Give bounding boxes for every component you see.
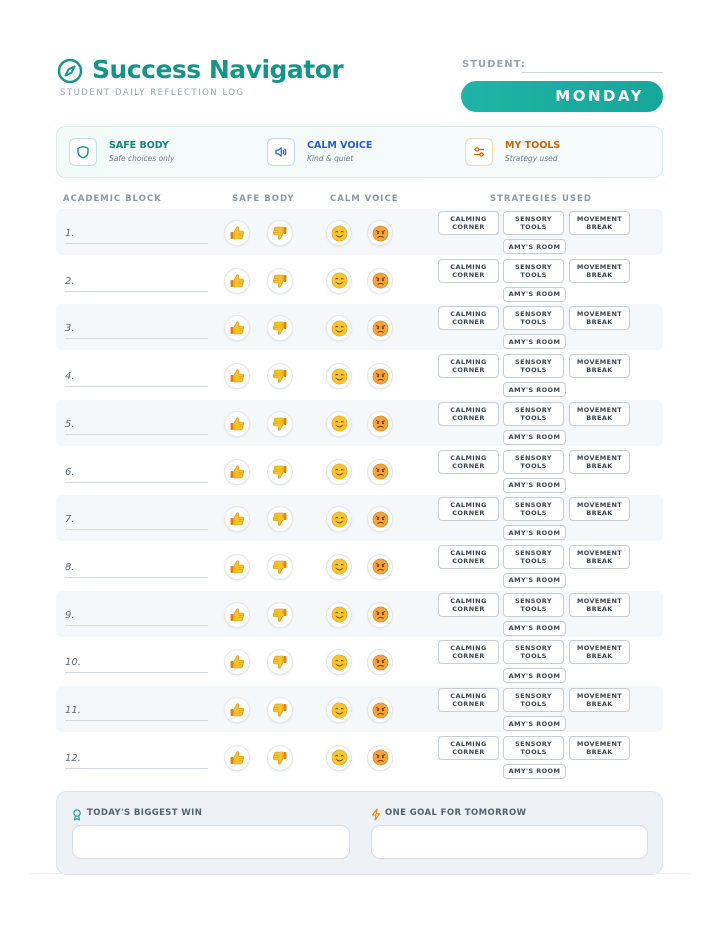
strategy-sensory-tools[interactable]: SENSORY TOOLS [503,736,564,760]
thumbs-down-icon[interactable] [267,220,293,246]
column-header-safe-body: SAFE BODY [232,194,295,204]
angry-face-icon[interactable] [367,363,393,389]
strategy-amys-room[interactable]: AMY'S ROOM [503,287,566,302]
table-row [56,734,663,780]
strategy-amys-room[interactable]: AMY'S ROOM [503,525,566,540]
row-number: 5. [65,418,75,430]
block-name-field[interactable] [65,577,208,578]
legend-calm-voice [267,138,295,166]
lightning-icon [371,808,381,821]
thumbs-down-icon[interactable] [267,363,293,389]
strategy-calming-corner[interactable]: CALMING CORNER [438,545,499,569]
angry-face-icon[interactable] [367,315,393,341]
legend-subtitle: Safe choices only [109,154,175,163]
goal-tomorrow-label: ONE GOAL FOR TOMORROW [385,808,527,818]
smiling-face-icon[interactable] [326,745,352,771]
thumbs-down-icon[interactable] [267,459,293,485]
angry-face-icon[interactable] [367,411,393,437]
strategy-amys-room[interactable]: AMY'S ROOM [503,478,566,493]
strategy-calming-corner[interactable]: CALMING CORNER [438,354,499,378]
strategy-calming-corner[interactable]: CALMING CORNER [438,593,499,617]
thumbs-up-icon[interactable] [224,363,250,389]
smiling-face-icon[interactable] [326,554,352,580]
thumbs-up-icon[interactable] [224,745,250,771]
thumbs-down-icon[interactable] [267,554,293,580]
thumbs-up-icon[interactable] [224,220,250,246]
angry-face-icon[interactable] [367,220,393,246]
angry-face-icon[interactable] [367,554,393,580]
column-header-block: ACADEMIC BLOCK [63,194,162,204]
legend-subtitle: Strategy used [505,154,558,163]
table-row [56,209,663,255]
angry-face-icon[interactable] [367,268,393,294]
thumbs-up-icon[interactable] [224,459,250,485]
table-row [56,304,663,350]
row-number: 2. [65,275,75,287]
legend-title: MY TOOLS [505,140,561,151]
sliders-icon [472,145,486,159]
row-number: 8. [65,561,75,573]
strategy-movement-break[interactable]: MOVEMENT BREAK [569,497,630,521]
legend-my-tools [465,138,493,166]
strategy-movement-break[interactable]: MOVEMENT BREAK [569,688,630,712]
row-number: 9. [65,609,75,621]
strategy-amys-room[interactable]: AMY'S ROOM [503,668,566,683]
smiling-face-icon[interactable] [326,602,352,628]
page-title: Success Navigator [92,55,344,84]
strategy-amys-room[interactable]: AMY'S ROOM [503,716,566,731]
strategy-amys-room[interactable]: AMY'S ROOM [503,621,566,636]
strategy-movement-break[interactable]: MOVEMENT BREAK [569,736,630,760]
strategy-amys-room[interactable]: AMY'S ROOM [503,239,566,254]
smiling-face-icon[interactable] [326,268,352,294]
goal-tomorrow-input[interactable] [371,825,648,859]
day-badge: MONDAY [461,81,663,112]
row-number: 7. [65,514,75,526]
strategy-sensory-tools[interactable]: SENSORY TOOLS [503,450,564,474]
strategy-calming-corner[interactable]: CALMING CORNER [438,211,499,235]
strategy-sensory-tools[interactable]: SENSORY TOOLS [503,497,564,521]
block-name-field[interactable] [65,291,208,292]
block-name-field[interactable] [65,482,208,483]
legend-safe-body [69,138,97,166]
strategy-movement-break[interactable]: MOVEMENT BREAK [569,593,630,617]
table-row [56,638,663,684]
angry-face-icon[interactable] [367,506,393,532]
legend-panel [56,126,663,178]
row-number: 11. [65,705,81,716]
table-row [56,543,663,589]
strategy-amys-room[interactable]: AMY'S ROOM [503,430,566,445]
smiling-face-icon[interactable] [326,697,352,723]
strategy-amys-room[interactable]: AMY'S ROOM [503,764,566,779]
strategy-calming-corner[interactable]: CALMING CORNER [438,640,499,664]
strategy-sensory-tools[interactable]: SENSORY TOOLS [503,259,564,283]
student-name-field[interactable] [522,72,663,73]
row-number: 6. [65,466,75,478]
smiling-face-icon[interactable] [326,315,352,341]
thumbs-up-icon[interactable] [224,268,250,294]
row-number: 12. [65,752,81,764]
strategy-amys-room[interactable]: AMY'S ROOM [503,573,566,588]
smiling-face-icon[interactable] [326,363,352,389]
row-number: 10. [65,657,81,669]
smiling-face-icon[interactable] [326,649,352,675]
speaker-icon [274,145,288,159]
strategy-movement-break[interactable]: MOVEMENT BREAK [569,545,630,569]
strategy-calming-corner[interactable]: CALMING CORNER [438,688,499,712]
award-icon [72,809,82,821]
strategy-amys-room[interactable]: AMY'S ROOM [503,382,566,397]
thumbs-up-icon[interactable] [224,554,250,580]
biggest-win-input[interactable] [72,825,350,859]
strategy-movement-break[interactable]: MOVEMENT BREAK [569,450,630,474]
angry-face-icon[interactable] [367,697,393,723]
strategy-sensory-tools[interactable]: SENSORY TOOLS [503,688,564,712]
thumbs-down-icon[interactable] [267,745,293,771]
thumbs-up-icon[interactable] [224,411,250,437]
row-number: 3. [65,323,75,335]
legend-title: SAFE BODY [109,140,169,151]
thumbs-down-icon[interactable] [267,697,293,723]
strategy-sensory-tools[interactable]: SENSORY TOOLS [503,211,564,235]
strategy-sensory-tools[interactable]: SENSORY TOOLS [503,402,564,426]
table-row [56,400,663,446]
student-label: STUDENT: [462,59,526,70]
thumbs-up-icon[interactable] [224,649,250,675]
block-name-field[interactable] [65,768,208,769]
thumbs-up-icon[interactable] [224,506,250,532]
shield-icon [76,145,90,159]
block-name-field[interactable] [65,434,208,435]
strategy-movement-break[interactable]: MOVEMENT BREAK [569,211,630,235]
legend-title: CALM VOICE [307,140,373,151]
strategy-movement-break[interactable]: MOVEMENT BREAK [569,259,630,283]
column-header-strategies: STRATEGIES USED [490,194,592,204]
strategy-sensory-tools[interactable]: SENSORY TOOLS [503,593,564,617]
biggest-win-label: TODAY'S BIGGEST WIN [87,808,203,818]
smiling-face-icon[interactable] [326,220,352,246]
page-divider [30,873,690,874]
strategy-amys-room[interactable]: AMY'S ROOM [503,334,566,349]
block-name-field[interactable] [65,386,208,387]
block-name-field[interactable] [65,720,208,721]
table-row [56,686,663,732]
smiling-face-icon[interactable] [326,459,352,485]
block-name-field[interactable] [65,338,208,339]
table-row [56,257,663,303]
column-header-calm-voice: CALM VOICE [330,194,399,204]
strategy-movement-break[interactable]: MOVEMENT BREAK [569,306,630,330]
smiling-face-icon[interactable] [326,411,352,437]
strategy-calming-corner[interactable]: CALMING CORNER [438,306,499,330]
angry-face-icon[interactable] [367,459,393,485]
thumbs-up-icon[interactable] [224,315,250,341]
block-name-field[interactable] [65,243,208,244]
reflection-footer [56,791,663,875]
row-number: 1. [65,228,75,239]
strategy-calming-corner[interactable]: CALMING CORNER [438,402,499,426]
thumbs-up-icon[interactable] [224,602,250,628]
angry-face-icon[interactable] [367,649,393,675]
table-row [56,591,663,637]
strategy-sensory-tools[interactable]: SENSORY TOOLS [503,640,564,664]
block-name-field[interactable] [65,529,208,530]
strategy-sensory-tools[interactable]: SENSORY TOOLS [503,545,564,569]
thumbs-down-icon[interactable] [267,649,293,675]
compass-icon [57,58,83,84]
row-number: 4. [65,371,75,383]
thumbs-down-icon[interactable] [267,411,293,437]
thumbs-down-icon[interactable] [267,315,293,341]
legend-subtitle: Kind & quiet [307,154,354,163]
block-name-field[interactable] [65,625,208,626]
table-row [56,448,663,494]
thumbs-down-icon[interactable] [267,268,293,294]
strategy-movement-break[interactable]: MOVEMENT BREAK [569,354,630,378]
strategy-calming-corner[interactable]: CALMING CORNER [438,450,499,474]
page-subtitle: STUDENT DAILY REFLECTION LOG [60,88,245,98]
table-row [56,352,663,398]
strategy-sensory-tools[interactable]: SENSORY TOOLS [503,306,564,330]
smiling-face-icon[interactable] [326,506,352,532]
angry-face-icon[interactable] [367,745,393,771]
block-name-field[interactable] [65,672,208,673]
strategy-movement-break[interactable]: MOVEMENT BREAK [569,640,630,664]
strategy-calming-corner[interactable]: CALMING CORNER [438,259,499,283]
strategy-movement-break[interactable]: MOVEMENT BREAK [569,402,630,426]
strategy-calming-corner[interactable]: CALMING CORNER [438,736,499,760]
thumbs-up-icon[interactable] [224,697,250,723]
thumbs-down-icon[interactable] [267,602,293,628]
strategy-sensory-tools[interactable]: SENSORY TOOLS [503,354,564,378]
strategy-calming-corner[interactable]: CALMING CORNER [438,497,499,521]
thumbs-down-icon[interactable] [267,506,293,532]
angry-face-icon[interactable] [367,602,393,628]
table-row [56,495,663,541]
